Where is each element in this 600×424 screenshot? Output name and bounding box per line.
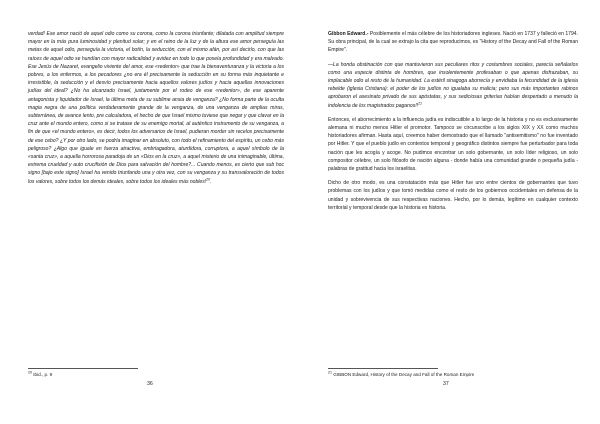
page-number-right: 37: [443, 381, 449, 387]
footnote-text: GIBBON Edward, History of the Decay and Fall of the Roman Empire: [333, 372, 475, 377]
left-paragraph: verdad! Ese amor nació de aquel odio como su corona, como la corona triunfante; dilatada con amplitud siempre mayor en la más pura luminosidad y plenitud solar; y en el reino de la luz y de la altura ese amor perseguía las metas de aquel odio, perseguía la victoria, el botín, la seducción, con el mismo afán, por así decirlo, con que las raíces de aquel odio se hundían con mayor radicalidad y avidez en todo lo que poseía profundidad y era malvado. Ese Jesús de Nazaret, evangelio viviente del amor, ese «redentor» que trae la bienaventuranza y la victoria a los pobres, a los enfermos, a los pecadores ¿no era él precisamente la seducción en su forma más inquietante e irresistible, la seducción y el desvío precisamente hacia aquellos valores judíos y hacia aquellas innovaciones judías del ideal? ¿No ha alcanzado Israel, justamente por el rodeo de ese «redentor», de ese aparente antagonista y liquidador de Israel, la última meta de su sublime ansia de venganza? ¿No forma parte de la oculta magia negra de una política verdaderamente grande de la venganza, de una venganza de amplias miras, subterránea, de avance lento, pre calculadora, el hecho de que Israel mismo tuviese que negar y que clavar en la cruz ante el mundo entero, como si se tratase de su enemigo mortal, al auténtico instrumento de su venganza, a fin de que «el mundo entero», es decir, todos los adversarios de Israel, pudieran morder sin recelos precisamente de ese cebo? ¿Y por otro lado, se podría imaginar en absoluto, con todo el refinamiento del espíritu, un cebo más peligroso? ¿Algo que iguale en fuerza atractiva, embriagadora, aturdidora, corruptora, a aquel símbolo de la «santa cruz», a aquella horrorosa paradoja de un «Dios en la cruz», a aquel misterio de una inimaginable, última, extrema crueldad y auto crucifixión de Dios para salvación del hombre?... Cuando menos, es cierto que sub hoc signo [bajo este signo] Israel ha venido triunfando una y otra vez, con su venganza y su transvaloración de todos los valores, sobre todos los demás ideales, sobre todos los ideales más nobles!$^{20}$.: [28, 31, 284, 185]
footnote-marker-21: 21: [418, 100, 423, 105]
footnote-20: [28, 372, 52, 378]
footnote-divider: [328, 368, 438, 369]
gibbon-quote-text: —La honda obstinación con que mantuvieron sus peculiares ritos y costumbres sociales, parecía señalarlos como una especie distinta de hombres, que insolentemente profesaban o que apenas disfrazaban, su implacable odio al resto de la humanidad. La estéril sinagoga aborrecía y envidiaba la fecundidad de la iglesia rebelde (iglesia Cristiana): el poder de los judíos no igualaba su malicia; pero sus más importantes rabinos aprobaron el asesinato privado de sus apóstatas, y sus sediciosas griterías habían despertado a menudo la indolencia de los magistrados paganos!!: [328, 61, 578, 109]
gibbon-name: Gibbon Edward.-: [328, 31, 369, 37]
paragraph-dicho: Dicho de otro modo, es una constatación más que Hitler fue uno entre cientos de gobernantes que tuvo problemas con los judíos y que tomó medidas como el resto de los gobiernos occidentales en defensa de la unidad y sobrevivencia de sus respectivas naciones. Hecho, por lo demás, legítimo en cualquier contexto territorial y temporal desde que la historia es historia.: [328, 180, 578, 211]
gibbon-bio-paragraph: [328, 30, 578, 55]
footnote-21: [328, 372, 474, 378]
footnote-number: 20: [28, 370, 32, 375]
paragraph-entonces: Entonces, el aborrecimiento a la influencia judía es indiscutible a lo largo de la historia y no es exclusivamente alemana ni mucho menos Hitler el promotor. Tampoco se circunscribe a los siglos XIX y XX como muchos historiadores afirman. Hasta aquí, creemos haber demostrado que el llamado "antisemitismo" no fue inventado por Hitler. Y que el pueblo judío en contextos temporal y geográfico distintos siempre fue perturbador para toda nación que les acogía y acoge. No pudimos encontrar un solo gobernante, un solo líder religioso, un solo compositor célebre, un solo filósofo de nación alguna - donde había una comunidad grande o pequeña judía - palabras de gratitud hacia los israelitas.: [328, 116, 578, 173]
left-paragraph-text: verdad! Ese amor nació de aquel odio como su corona, como la corona triunfante; dilatada con amplitud siempre mayor en la más pura luminosidad y plenitud solar; y en el reino de la luz y de la altura ese amor perseguía las metas de aquel odio, perseguía la victoria, el botín, la seducción, con el mismo afán, por así decirlo, con que las raíces de aquel odio se hundían con mayor radicalidad y avidez en todo lo que poseía profundidad y era malvado. Ese Jesús de Nazaret, evangelio viviente del amor, ese «redentor» que trae la bienaventuranza y la victoria a los pobres, a los enfermos, a los pecadores ¿no era él precisamente la seducción en su forma más inquietante e irresistible, la seducción y el desvío precisamente hacia aquellos valores judíos y hacia aquellas innovaciones judías del ideal? ¿No ha alcanzado Israel, justamente por el rodeo de ese «redentor», de ese aparente antagonista y liquidador de Israel, la última meta de su sublime ansia de venganza? ¿No forma parte de la oculta magia negra de una política verdaderamente grande de la venganza, de una venganza de amplias miras, subterránea, de avance lento, pre calculadora, el hecho de que Israel mismo tuviese que negar y que clavar en la cruz ante el mundo entero, como si se tratase de su enemigo mortal, al auténtico instrumento de su venganza, a fin de que «el mundo entero», es decir, todos los adversarios de Israel, pudieran morder sin recelos precisamente de ese cebo? ¿Y por otro lado, se podría imaginar en absoluto, con todo el refinamiento del espíritu, un cebo más peligroso? ¿Algo que iguale en fuerza atractiva, embriagadora, aturdidora, corruptora, a aquel símbolo de la «santa cruz», a aquella horrorosa paradoja de un «Dios en la cruz», a aquel misterio de una inimaginable, última, extrema crueldad y auto crucifixión de Dios para salvación del hombre?... Cuando menos, es cierto que sub hoc signo [bajo este signo] Israel ha venido triunfando una y otra vez, con su venganza y su transvaloración de todos los valores, sobre todos los demás ideales, sobre todos los ideales más nobles!: [28, 31, 284, 185]
footnote-marker-20: 20: [206, 176, 211, 181]
right-page-body: [328, 30, 578, 218]
footnote-divider: [28, 368, 138, 369]
gibbon-bio-text: Posiblemente el más célebre de los historiadores ingleses. Nació en 1737 y falleció en 1794. Su obra principal, de la cual se extrajo la cita que reproducimos, es "History of the Decay and Fall of the Roman Empire".: [328, 31, 578, 54]
right-page: [300, 0, 600, 424]
page-number-left: 36: [147, 381, 153, 387]
gibbon-quote: [328, 61, 578, 110]
left-page-body: [28, 30, 284, 192]
footnote-number: 21: [328, 370, 332, 375]
footnote-text: Ibid., p. 9: [33, 372, 53, 377]
